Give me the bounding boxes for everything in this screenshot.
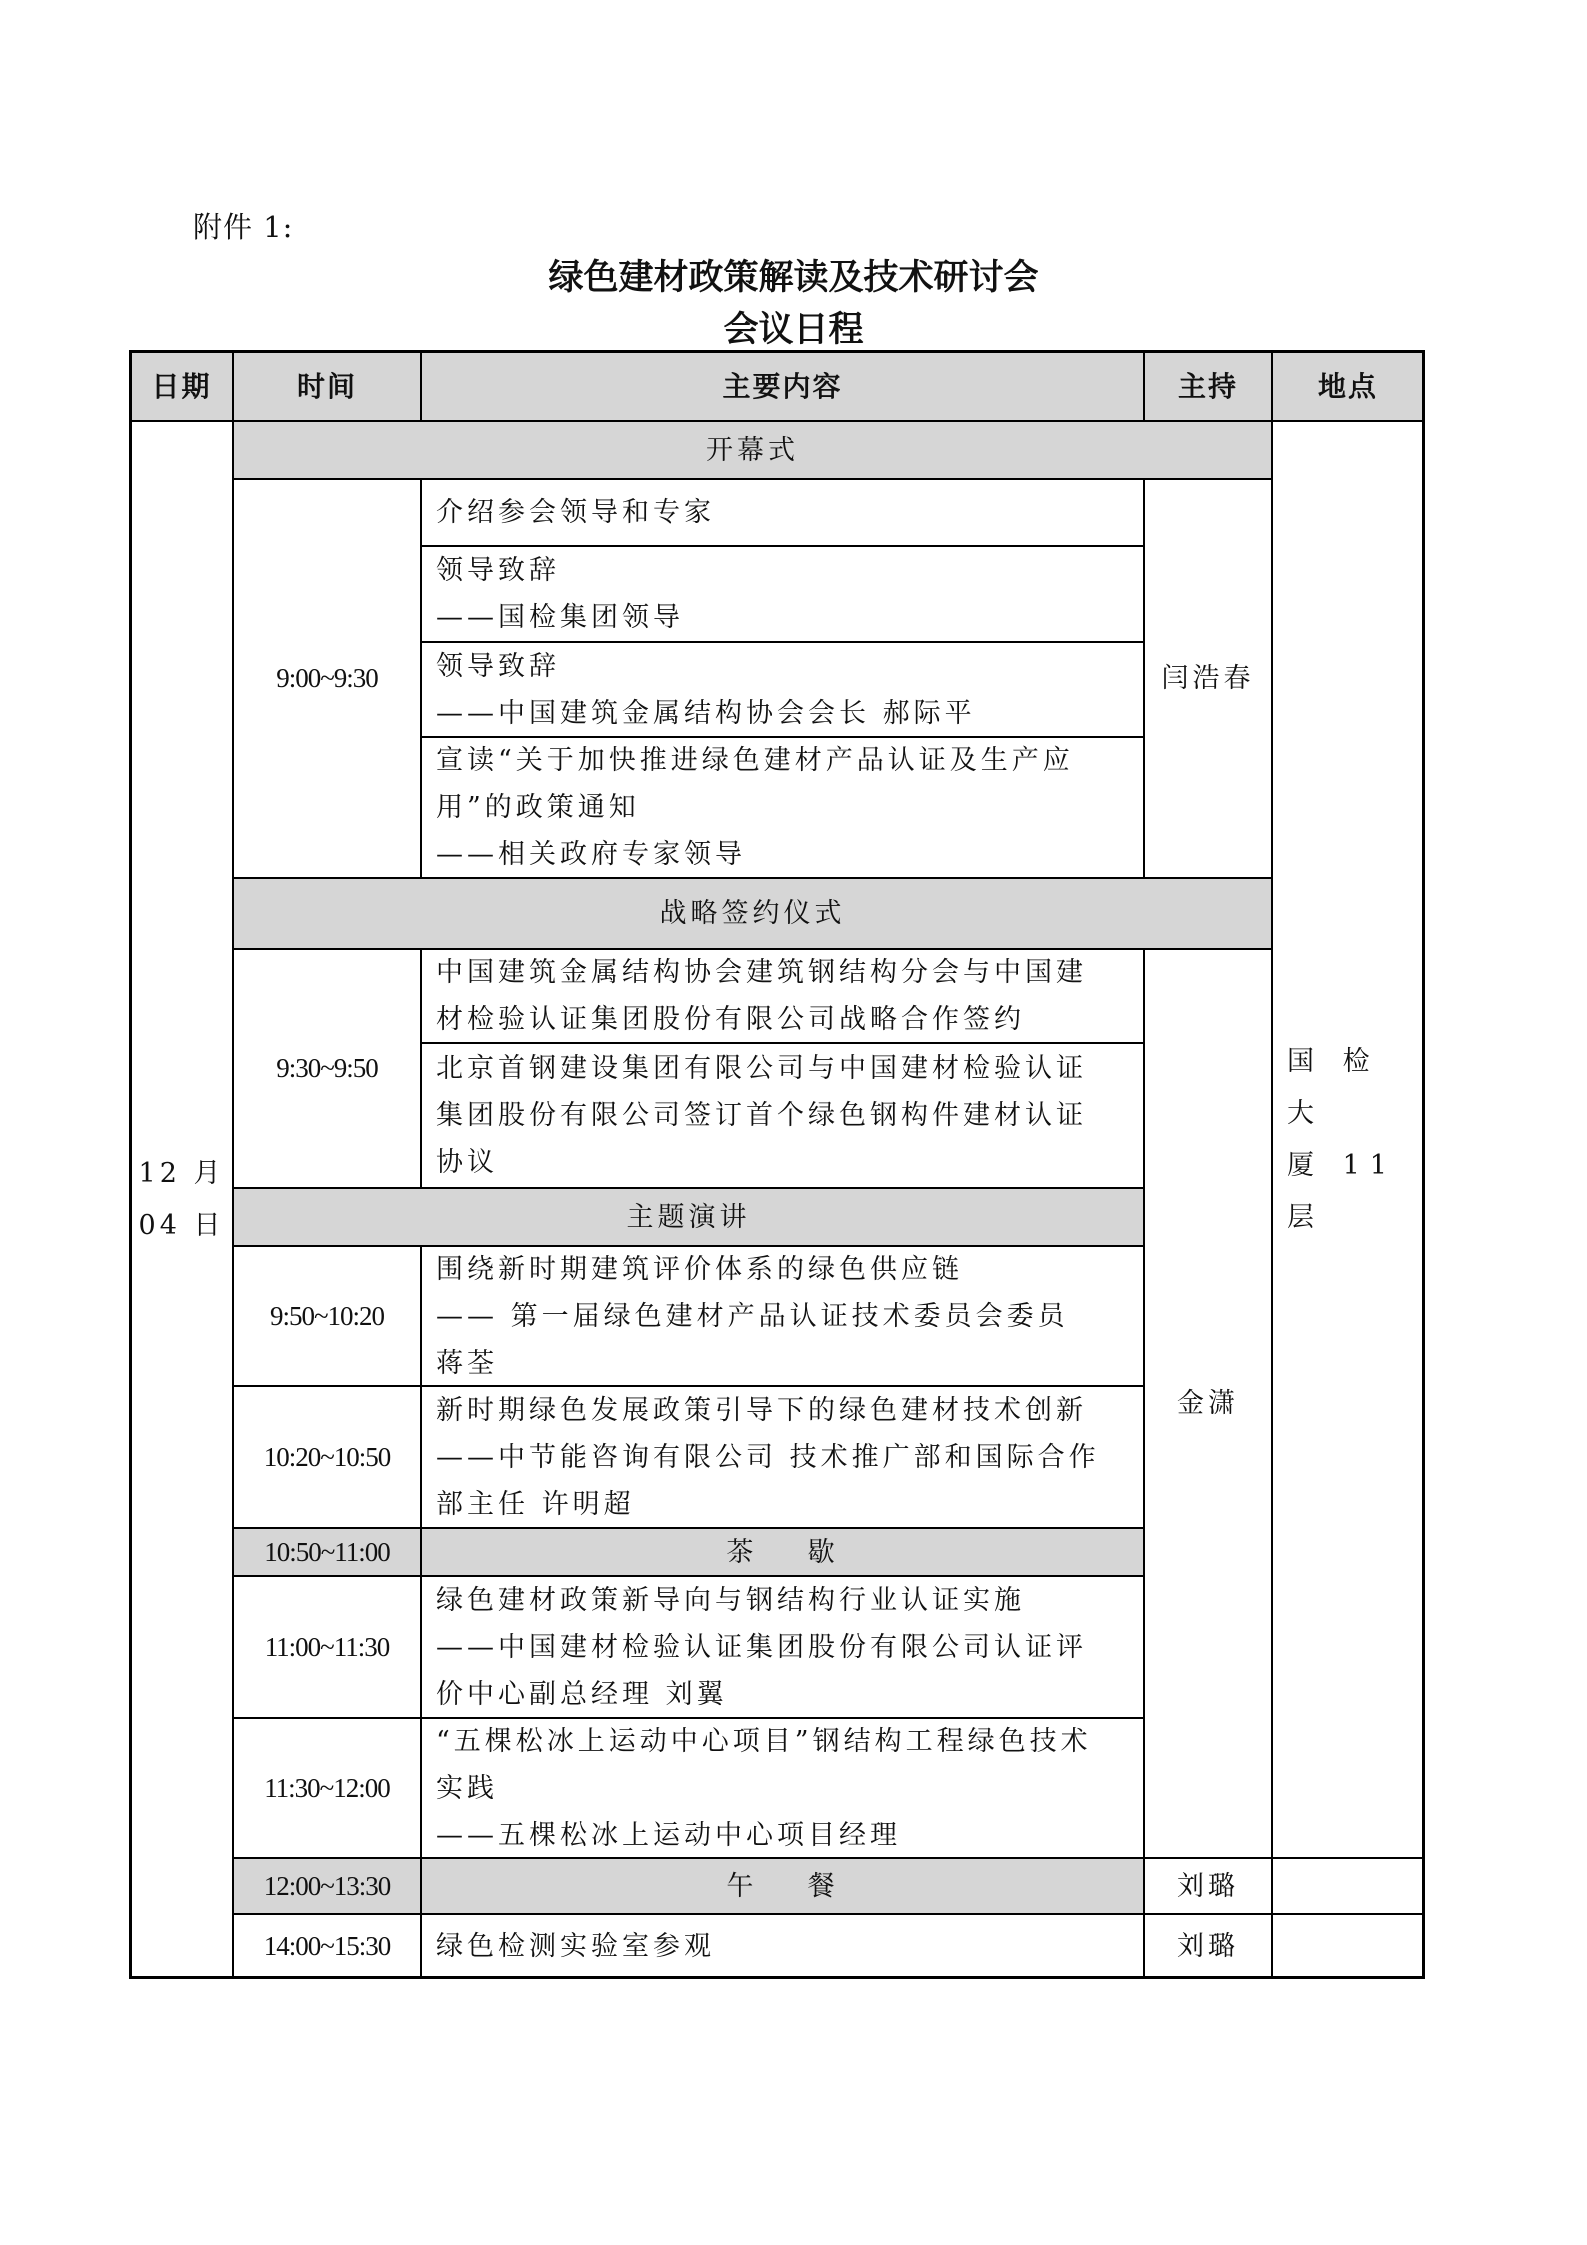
item-text: 领导致辞 [436, 650, 560, 682]
item-speaker: 蒋荃 [436, 1347, 498, 1379]
keynote-4-content [420, 1717, 1145, 1859]
item-text: 集团股份有限公司签订首个绿色钢构件建材认证 [436, 1100, 1087, 1131]
item-speaker: 部主任 许明超 [436, 1488, 635, 1520]
keynote-2-time: 10:20~10:50 [232, 1385, 422, 1529]
tea-break-time: 10:50~11:00 [232, 1527, 422, 1577]
item-text: 新时期绿色发展政策引导下的绿色建材技术创新 [436, 1394, 1087, 1426]
item-text: “五棵松冰上运动中心项目”钢结构工程绿色技术 [436, 1725, 1092, 1757]
opening-item-2 [420, 545, 1145, 643]
item-text: 用”的政策通知 [436, 792, 640, 823]
keynote-host: 金潇 [1143, 948, 1273, 1859]
header-time: 时间 [232, 350, 422, 422]
section-keynote: 主题演讲 [232, 1187, 1145, 1247]
item-text: 领导致辞 [436, 555, 560, 586]
document-title: 绿色建材政策解读及技术研讨会 [548, 258, 1039, 298]
attachment-label: 附件 1: [193, 210, 294, 244]
header-location: 地点 [1271, 350, 1425, 422]
visit-time: 14:00~15:30 [232, 1913, 422, 1979]
keynote-1-content [420, 1245, 1145, 1387]
keynote-1-time: 9:50~10:20 [232, 1245, 422, 1387]
header-date: 日期 [129, 350, 234, 422]
item-speaker: —— 第一届绿色建材产品认证技术委员会委员 [436, 1300, 1069, 1332]
keynote-2-content [420, 1385, 1145, 1529]
item-text: 协议 [436, 1147, 498, 1178]
item-text: 介绍参会领导和专家 [436, 497, 715, 528]
opening-host: 闫浩春 [1143, 478, 1273, 879]
item-speaker: ——国检集团领导 [436, 602, 684, 633]
item-text: 宣读“关于加快推进绿色建材产品认证及生产应 [436, 745, 1074, 776]
item-speaker: ——中国建材检验认证集团股份有限公司认证评 [436, 1631, 1087, 1663]
section-opening: 开幕式 [232, 420, 1273, 480]
location-line1: 国 检 大 [1287, 1045, 1380, 1129]
signing-item-1 [420, 948, 1145, 1044]
header-host: 主持 [1143, 350, 1273, 422]
header-content: 主要内容 [420, 350, 1145, 422]
opening-time: 9:00~9:30 [232, 478, 422, 879]
opening-item-1 [420, 478, 1145, 547]
lunch-host: 刘璐 [1143, 1857, 1273, 1915]
opening-item-4 [420, 736, 1145, 879]
opening-item-3 [420, 641, 1145, 738]
item-text: 绿色建材政策新导向与钢结构行业认证实施 [436, 1584, 1025, 1616]
visit-location [1271, 1913, 1425, 1979]
visit-content: 绿色检测实验室参观 [420, 1913, 1145, 1979]
date-cell [129, 420, 234, 1979]
section-signing: 战略签约仪式 [232, 877, 1273, 950]
signing-time: 9:30~9:50 [232, 948, 422, 1189]
location-line2: 厦 11 层 [1287, 1149, 1397, 1233]
item-text: 围绕新时期建筑评价体系的绿色供应链 [436, 1253, 963, 1285]
item-text: 实践 [436, 1772, 498, 1804]
item-speaker: ——五棵松冰上运动中心项目经理 [436, 1819, 901, 1851]
item-speaker: ——中节能咨询有限公司 技术推广部和国际合作 [436, 1441, 1100, 1473]
lunch-label: 午 餐 [420, 1857, 1145, 1915]
item-text: 北京首钢建设集团有限公司与中国建材检验认证 [436, 1053, 1087, 1084]
item-speaker: ——相关政府专家领导 [436, 839, 746, 870]
tea-break-label: 茶 歇 [420, 1527, 1145, 1577]
keynote-3-content [420, 1575, 1145, 1719]
item-speaker: 价中心副总经理 刘翼 [436, 1678, 728, 1710]
keynote-4-time: 11:30~12:00 [232, 1717, 422, 1859]
document-subtitle: 会议日程 [723, 310, 864, 350]
keynote-3-time: 11:00~11:30 [232, 1575, 422, 1719]
signing-item-2 [420, 1042, 1145, 1189]
location-cell [1271, 420, 1425, 1859]
lunch-time: 12:00~13:30 [232, 1857, 422, 1915]
date-month: 12 月 [138, 1157, 225, 1189]
item-speaker: ——中国建筑金属结构协会会长 郝际平 [436, 697, 976, 729]
visit-host: 刘璐 [1143, 1913, 1273, 1979]
item-text: 中国建筑金属结构协会建筑钢结构分会与中国建 [436, 957, 1087, 988]
item-text: 材检验认证集团股份有限公司战略合作签约 [436, 1004, 1025, 1035]
date-day: 04 日 [138, 1209, 225, 1241]
lunch-location [1271, 1857, 1425, 1915]
